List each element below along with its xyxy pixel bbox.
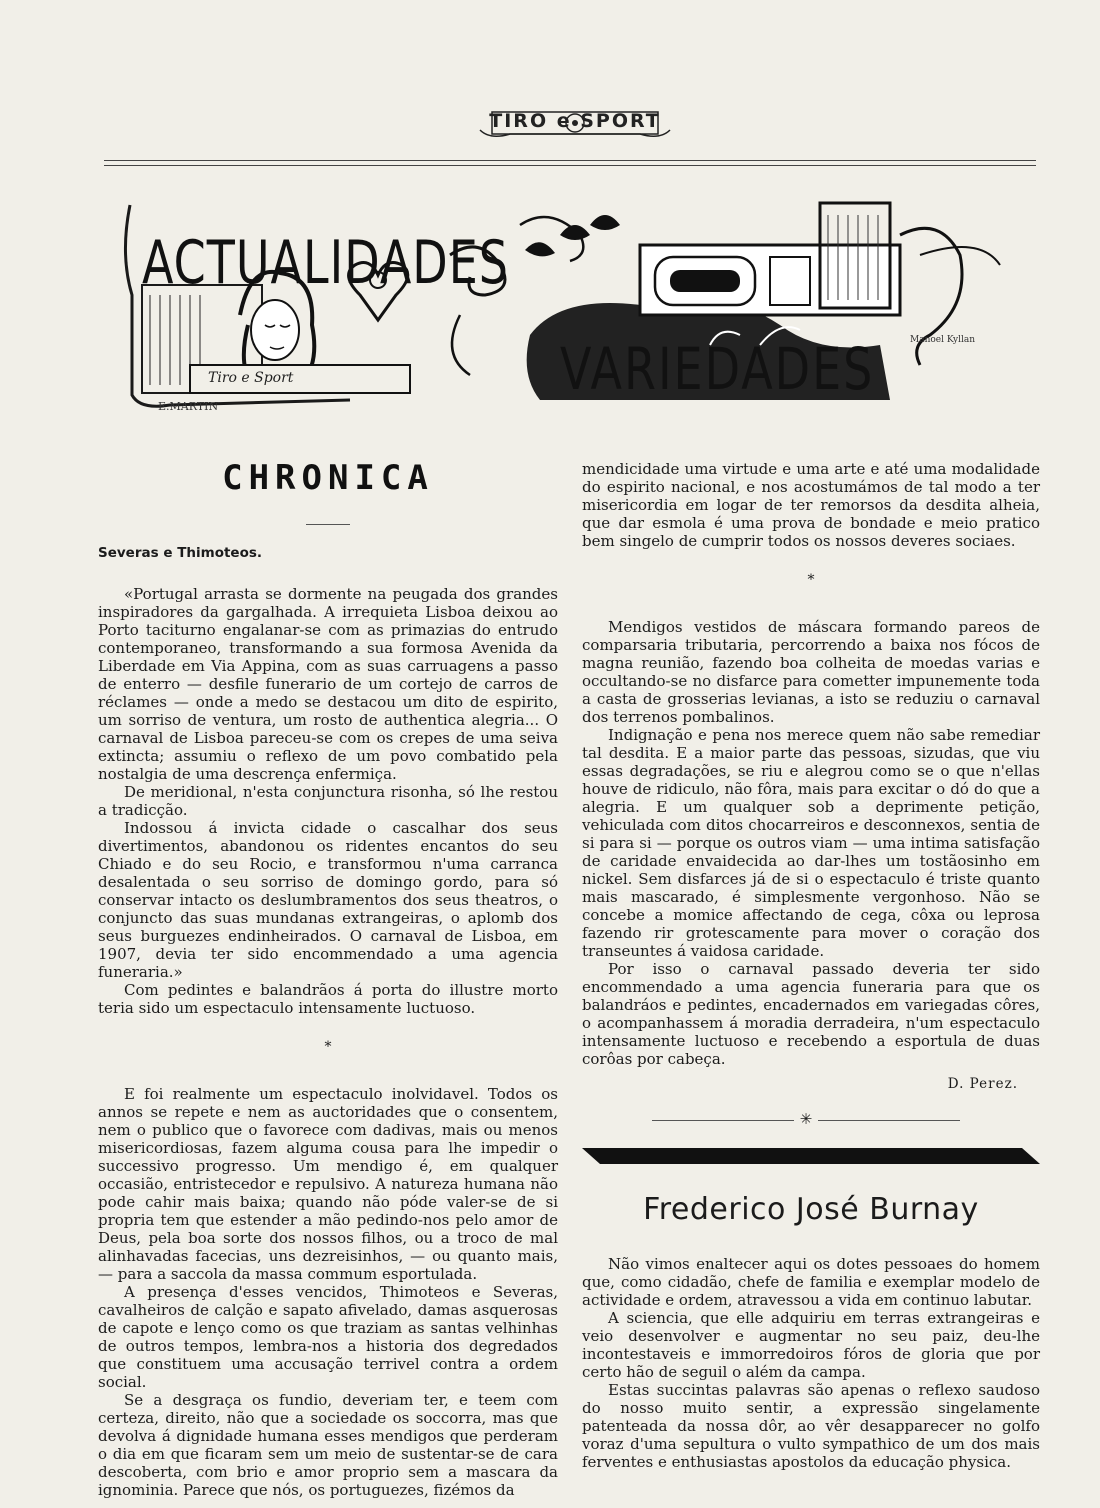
- paragraph: Estas succintas palavras são apenas o reflexo saudoso do nosso muito sentir, a expressão singelamente patenteada da nossa dôr, ao vêr desapparecer no golfo voraz d'uma sepultura o vulto sympathico de um dos mais ferventes e enthusiastas apostolos da educação physica.: [582, 1381, 1040, 1471]
- asterisk-star-icon: ✳: [799, 1110, 813, 1128]
- paragraph: Não vimos enaltecer aqui os dotes pessoaes do homem que, como cidadão, chefe de familia e exemplar modelo de actividade e ordem, atravessou a vida em continuo labutar.: [582, 1255, 1040, 1309]
- paragraph: De meridional, n'esta conjunctura risonha, só lhe restou a tradicção.: [98, 783, 558, 819]
- header-double-rule: [104, 160, 1036, 166]
- banner-title-variedades: VARIEDADES: [560, 335, 875, 403]
- mourning-black-bar: [582, 1144, 1040, 1168]
- banner-artist-signature-2: Manoel Kyllan: [910, 335, 976, 345]
- banner-plate-text: Tiro e Sport: [208, 370, 294, 386]
- section-separator-asterisk: *: [807, 572, 815, 588]
- paragraph: «Portugal arrasta se dormente na peugada dos grandes inspiradores da gargalhada. A irrequieta Lisboa deixou ao Porto taciturno engalanar-se com as primazias do entrudo contemporaneo, transformando a sua formosa Avenida da Liberdade em Via Appina, com as suas carruagens a passo de enterro — desfile funerario de um cortejo de carros de réclames — onde a medo se destacou um dito de espirito, um sorriso de ventura, um rosto de authentica alegria... O carnaval de Lisboa pareceu-se com os crepes de uma seiva extincta; assumiu o reflexo de um povo combatido pela nostalgia de uma descrença enfermiça.: [98, 585, 558, 783]
- masthead-logo: [470, 104, 680, 144]
- section-separator-asterisk: *: [324, 1039, 332, 1055]
- right-column: [582, 460, 1040, 1471]
- paragraph: Indignação e pena nos merece quem não sabe remediar tal desdita. E a maior parte das pessoas, sizudas, que viu essas degradações, se riu e alegrou como se o que n'ellas houve de ridiculo, não fôra, mais para excitar o dó do que a alegria. E um qualquer sob a deprimente petição, vehiculada com ditos chocarreiros e desconnexos, sentia de si para si — porque os outros viam — uma intima satisfação de caridade envaidecida ao dar-lhes um tostãosinho em nickel. Sem disfarces já de si o espectaculo é triste quanto mais mascarado, é simplesmente vergonhoso. Não se concebe a momice affectando de cega, côxa ou leprosa fazendo rir grotescamente para mover o coração dos transeuntes á vaidosa caridade.: [582, 726, 1040, 960]
- black-bar-icon: [582, 1144, 1040, 1168]
- banner-artist-signature: E.MARTIN: [158, 400, 219, 413]
- paragraph: A sciencia, que elle adquiriu em terras extrangeiras e veio desenvolver e augmentar no seu paiz, deu-lhe incontestaveis e immorredoiros fóros de gloria que por certo hão de seguil o além da campa.: [582, 1309, 1040, 1381]
- author-signature: D. Perez.: [947, 1076, 1018, 1092]
- paragraph: Indossou á invicta cidade o cascalhar dos seus divertimentos, abandonou os ridentes encantos do seu Chiado e do seu Rocio, e transformou n'uma carranca desalentada o seu sorriso de domingo gordo, para só conservar intacto os deslumbramentos dos seus theatros, o conjuncto das suas mundanas extrangeiras, o aplomb dos seus burguezes endinheirados. O carnaval de Lisboa, em 1907, devia ter sido encommendado a uma agencia funeraria.»: [98, 819, 558, 981]
- section-title-chronica: CHRONICA: [222, 458, 434, 498]
- banner-title-actualidades: ACTUALIDADES: [142, 227, 509, 298]
- divider-line-left: [652, 1120, 794, 1121]
- paragraph: mendicidade uma virtude e uma arte e até uma modalidade do espirito nacional, e nos acostumámos de tal modo a ter misericordia em logar de ter remorsos da desdita alheia, que dar esmola é uma prova de bondade e meio pratico bem singelo de cumprir todos os nossos deveres sociaes.: [582, 460, 1040, 550]
- paragraph: Mendigos vestidos de máscara formando pareos de comparsaria tributaria, percorrendo a baixa nos fócos de magna reunião, fazendo boa colheita de moedas varias e occultando-se no disfarce para cometter impunemente toda a casta de grosserias levianas, a isto se reduziu o carnaval dos terrenos pombalinos.: [582, 618, 1040, 726]
- article-subtitle: Severas e Thimoteos.: [98, 545, 263, 561]
- paragraph: Se a desgraça os fundio, deveriam ter, e teem com certeza, direito, não que a sociedade os soccorra, mas que devolva á dignidade humana esses mendigos que perderam o dia em que ficaram sem um meio de sustentar-se de cara descoberta, com brio e amor proprio sem a mascara da ignominia. Parece que nós, os portuguezes, fizémos da: [98, 1391, 558, 1499]
- paragraph: Com pedintes e balandrãos á porta do illustre morto teria sido um espectaculo intensamente luctuoso.: [98, 981, 558, 1017]
- paragraph: E foi realmente um espectaculo inolvidavel. Todos os annos se repete e nem as auctoridades que o consentem, nem o publico que o favorece com dadivas, mais ou menos misericordiosas, fazem alguma cousa para lhe impedir o successivo progresso. Um mendigo é, em qualquer occasião, entristecedor e repulsivo. A natureza humana não pode cahir mais baixa; quando não póde valer-se de si propria tem que estender a mão pedindo-nos pelo amor de Deus, pela boa sorte dos nossos filhos, ou a troco de mal alinhavadas facecias, uns dezreisinhos, — ou quanto mais, — para a saccola da massa commum esportulada.: [98, 1085, 558, 1283]
- decorative-banner: [120, 195, 1020, 420]
- paragraph: A presença d'esses vencidos, Thimoteos e Severas, cavalheiros de calção e sapato afivelado, damas asquerosas de capote e lenço como os que traziam as santas velhinhas de outros tempos, lembra-nos a historia dos degredados que constituem uma accusação terrivel contra a ordem social.: [98, 1283, 558, 1391]
- star-divider: [582, 1110, 1040, 1130]
- article-title-burnay: Frederico José Burnay: [643, 1192, 979, 1227]
- divider-line-right: [818, 1120, 960, 1121]
- left-column: [98, 458, 558, 1499]
- title-short-rule: [306, 524, 350, 525]
- paragraph: Por isso o carnaval passado deveria ter sido encommendado a uma agencia funeraria para que os balandráos e pedintes, encadernados em variegadas côres, o acompanhassem á moradia derradeira, n'um espectaculo intensamente luctuoso e recebendo a esportula de duas corôas por cabeça.: [582, 960, 1040, 1068]
- masthead-text: TIRO e SPORT: [489, 110, 661, 132]
